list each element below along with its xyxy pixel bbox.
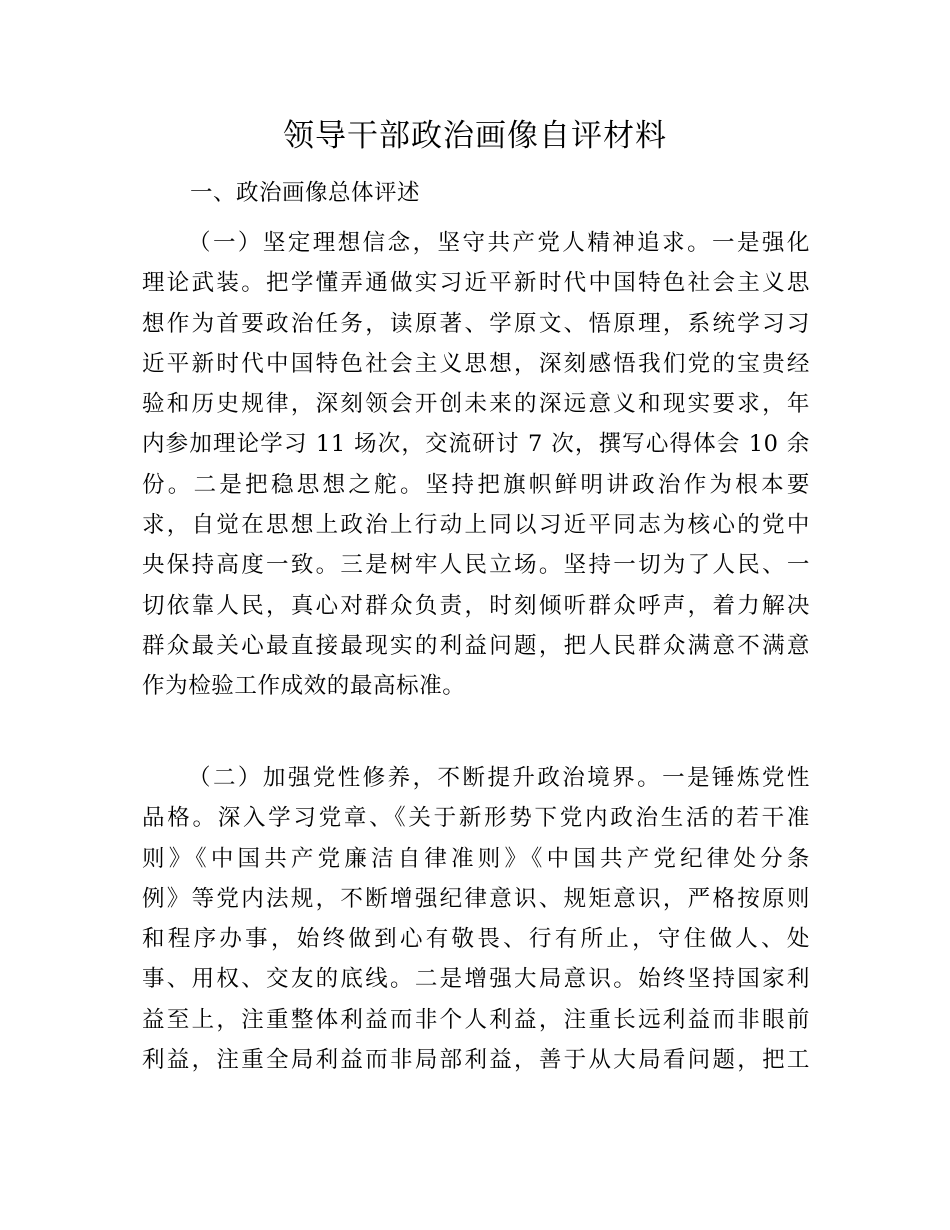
paragraph-line: 作为检验工作成效的最高标准。	[142, 673, 466, 700]
paragraph-line: 例》等党内法规，不断增强纪律意识、规矩意识，严格按原则	[142, 885, 810, 912]
paragraph-line: 益至上，注重整体利益而非个人利益，注重长远利益而非眼前	[142, 1006, 810, 1033]
paragraph-line: 理论武装。把学懂弄通做实习近平新时代中国特色社会主义思	[142, 270, 810, 297]
paragraph-line: 想作为首要政治任务，读原著、学原文、悟原理，系统学习习	[142, 310, 810, 337]
paragraph-line: 切依靠人民，真心对群众负责，时刻倾听群众呼声，着力解决	[142, 592, 810, 619]
paragraph-line: 内参加理论学习 11 场次，交流研讨 7 次，撰写心得体会 10 余	[142, 431, 810, 458]
paragraph-line: 和程序办事，始终做到心有敬畏、行有所止，守住做人、处	[142, 926, 810, 953]
paragraph-line: 近平新时代中国特色社会主义思想，深刻感悟我们党的宝贵经	[142, 350, 810, 377]
paragraph-line: （二）加强党性修养，不断提升政治境界。一是锤炼党性	[188, 765, 810, 791]
paragraph-line: 份。二是把稳思想之舵。坚持把旗帜鲜明讲政治作为根本要	[142, 471, 810, 498]
paragraph-line: 央保持高度一致。三是树牢人民立场。坚持一切为了人民、一	[142, 552, 810, 579]
document-title: 领导干部政治画像自评材料	[283, 118, 667, 154]
paragraph-1	[142, 223, 810, 707]
paragraph-line: 事、用权、交友的底线。二是增强大局意识。始终坚持国家利	[142, 966, 810, 993]
section-heading: 一、政治画像总体评述	[190, 180, 421, 206]
paragraph-line: 品格。深入学习党章、《关于新形势下党内政治生活的若干准	[142, 805, 810, 832]
paragraph-line: 则》《中国共产党廉洁自律准则》《中国共产党纪律处分条	[142, 845, 810, 872]
paragraph-line: （一）坚定理想信念，坚守共产党人精神追求。一是强化	[188, 230, 810, 256]
paragraph-2	[142, 758, 810, 1080]
paragraph-line: 求，自觉在思想上政治上行动上同以习近平同志为核心的党中	[142, 512, 810, 539]
paragraph-line: 群众最关心最直接最现实的利益问题，把人民群众满意不满意	[142, 632, 810, 659]
paragraph-line: 验和历史规律，深刻领会开创未来的深远意义和现实要求，年	[142, 391, 810, 418]
paragraph-line: 利益，注重全局利益而非局部利益，善于从大局看问题，把工	[142, 1047, 810, 1074]
